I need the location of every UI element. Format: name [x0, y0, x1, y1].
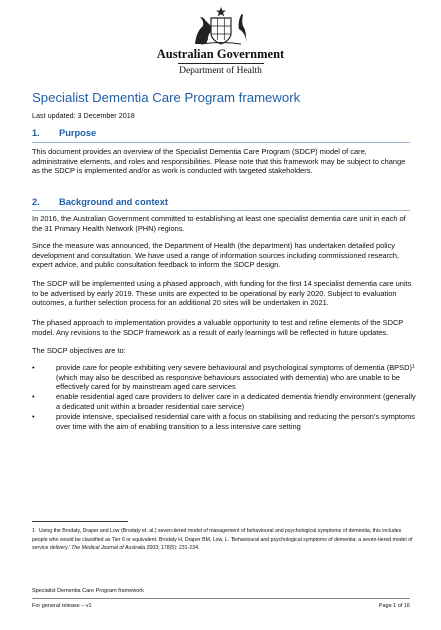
page-number: Page 1 of 16	[378, 603, 410, 609]
section-divider	[32, 142, 410, 143]
section-heading-purpose	[32, 128, 96, 138]
paragraph: Since the measure was announced, the Department of Health (the department) has undertaken detailed policy development and consultation. We have used a range of information sources including commissioned research, expert advice, and public consultation feedback to inform the SDCP design.	[32, 241, 399, 270]
section-title: Background and context	[59, 197, 168, 207]
bullet-icon: •	[32, 411, 35, 421]
section-heading-background	[32, 197, 168, 207]
footer-divider	[32, 598, 410, 599]
section-title: Purpose	[59, 128, 97, 138]
footnote-marker: 1	[32, 528, 35, 534]
section-divider	[32, 210, 410, 211]
header-divider	[178, 63, 264, 64]
footer-release: For general release – v1	[32, 603, 92, 609]
bullet-icon: •	[32, 363, 35, 372]
paragraph: In 2016, the Australian Government committed to establishing at least one specialist dementia care unit in each of the 31 Primary Health Network (PHN) regions.	[32, 214, 406, 233]
list-item-text: provide care for people exhibiting very severe behavioural and psychological symptoms of dementia (BPSD)	[56, 363, 412, 372]
paragraph: The SDCP will be implemented using a phased approach, with funding for the first 14 specialist dementia care units to be advertised by early 2019. These units are expected to be operational by early 2020. Subject to evaluation outcomes, a further selection process for an additional 20 sites will be undertaken in 2021.	[32, 279, 412, 308]
government-name: Australian Government	[156, 47, 285, 61]
list-item-text: enable residential aged care providers to deliver care in a dedicated dementia friendly environment (generally a dedicated unit within a broader residential care service)	[56, 392, 416, 411]
list-item	[32, 392, 416, 411]
section-number: 2.	[32, 197, 40, 207]
section-number: 1.	[32, 128, 40, 138]
paragraph: The phased approach to implementation provides a valuable opportunity to test and refine elements of the SDCP model. Any revisions to the SDCP framework as a result of early learnings will be reflected in future updates.	[32, 318, 404, 337]
footnote-citation: 2003; 178(5): 231-234.	[145, 545, 200, 552]
list-item	[32, 412, 416, 431]
footer-document-title: Specialist Dementia Care Program framework	[32, 588, 144, 594]
government-header	[0, 6, 441, 77]
paragraph: This document provides an overview of the Specialist Dementia Care Program (SDCP) model of care, administrative elements, and roles and responsibilities. Please note that this framework may be subject to change as the SDCP is implemented and/or as work is conducted with targeted stakeholders.	[32, 147, 406, 176]
list-item	[32, 363, 416, 392]
australian-coat-of-arms-icon	[189, 6, 253, 46]
footnote-reference[interactable]: 1	[411, 364, 415, 370]
list-item-text: provide intensive, specialised residential care with a focus on stabilising and reducing the person's symptoms over time with the aim of enabling transition to a less intensive care setting	[56, 411, 416, 431]
paragraph: The SDCP objectives are to:	[32, 346, 126, 355]
list-item-text-cont: (which may also be described as responsive behaviours associated with dementia) who are unable to be effectively cared for by mainstream aged care services	[56, 372, 400, 392]
footnote-divider	[32, 521, 128, 522]
bullet-icon: •	[32, 392, 35, 402]
department-name: Department of Health	[179, 66, 262, 76]
objectives-list	[32, 363, 416, 432]
footnote-text: Using the Brodaty, Draper and Low (Brodaty et. al.) seven-tiered model of management of behavioural and psychological symptoms of dementia, this includes people who would be classified as Tier 6 or equivalent. Brodaty H, Draper BM, Low, L. 'Behavioural and psychological symptoms of dementia: a seven-tiered model of service delivery.'	[32, 528, 413, 552]
footnote-journal: The Medical Journal of Australia	[71, 545, 146, 552]
footnote	[32, 527, 416, 553]
last-updated: Last updated: 3 December 2018	[32, 111, 135, 120]
document-title: Specialist Dementia Care Program framework	[32, 90, 301, 105]
